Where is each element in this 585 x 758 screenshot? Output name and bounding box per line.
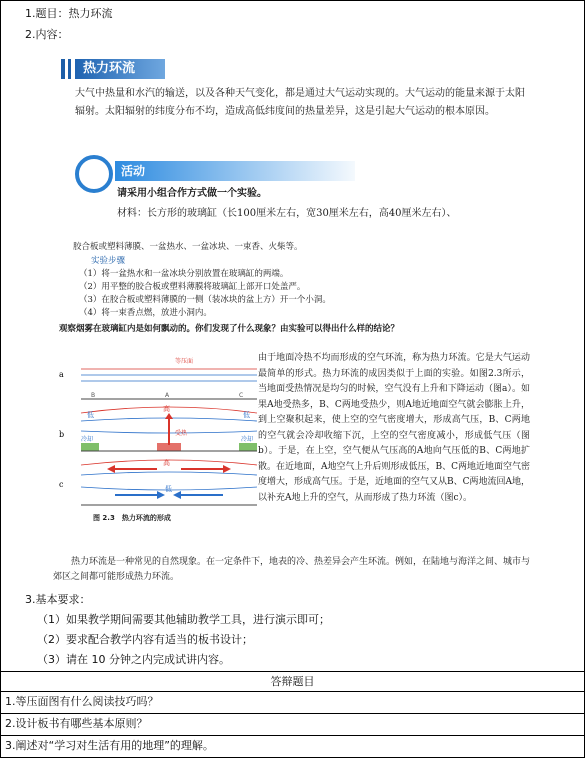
thermal-circulation-diagram <box>57 355 267 525</box>
activity-label: 活动 <box>115 161 355 181</box>
step-item: （1）将一盆热水和一盆冰块分别放置在玻璃缸的两端。 <box>79 269 289 279</box>
answer-section-title: 答辩题目 <box>270 675 315 688</box>
experiment-question: 观察烟雾在玻璃缸内是如何飘动的。你们发现了什么现象？由实验可以得出什么样的结论？ <box>59 324 400 334</box>
row-label-a: a <box>59 370 64 379</box>
heated-label: 受热 <box>175 430 188 437</box>
activity-cycle-icon <box>75 155 113 193</box>
point-c: C <box>239 392 244 399</box>
arrow-head-icon <box>223 465 231 473</box>
materials-line: 材料：长方形的玻璃缸（长100厘米左右，宽30厘米左右，高40厘米左右）、 <box>117 208 457 219</box>
intro-paragraph: 大气中热量和水汽的输送，以及各种天气变化，都是通过大气运动实现的。大气运动的能量来源于太阳辐射。太阳辐射的纬度分布不均，造成高低纬度间的热量差异，这是引起大气运动的根本原因。 <box>75 88 525 117</box>
arrow-head-icon <box>157 491 165 499</box>
point-a: A <box>165 392 170 399</box>
step-item: （2）用平整的胶合板或塑料薄膜将玻璃缸上部开口处盖严。 <box>79 282 306 292</box>
divider <box>1 713 584 714</box>
arrow-head-icon <box>107 465 115 473</box>
ground-warm <box>157 443 181 451</box>
divider <box>1 691 584 692</box>
section-title: 热力环流 <box>75 59 165 79</box>
topic-title: 1.题目：热力环流 <box>25 7 113 20</box>
ground-cold <box>81 443 99 451</box>
cold-label: 冷却 <box>81 436 94 443</box>
answer-question: 3.阐述对“学习对生活有用的地理”的理解。 <box>5 739 214 752</box>
closing-paragraph: 热力环流是一种常见的自然现象。在一定条件下，地表的冷、热差异会产生环流。例如，在陆地与海洋之间、城市与郊区之间都可能形成热力环流。 <box>53 557 531 582</box>
answer-question: 1.等压面图有什么阅读技巧吗？ <box>5 695 159 708</box>
diagram-svg <box>57 355 267 525</box>
step-item: （3）在胶合板或塑料薄膜的一侧（装冰块的盆上方）开一个小洞。 <box>79 295 331 305</box>
answer-question: 2.设计板书有哪些基本原则？ <box>5 717 148 730</box>
requirement-item: （3）请在 10 分钟之内完成试讲内容。 <box>37 653 230 666</box>
low-label: 低 <box>165 485 172 493</box>
steps-title: 实验步骤 <box>91 256 126 266</box>
heading-bar-icon <box>61 59 65 79</box>
isobar-label: 等压面 <box>175 358 194 365</box>
requirements-title: 3.基本要求： <box>25 593 91 606</box>
divider <box>1 671 584 672</box>
section-heading <box>61 59 161 79</box>
materials-continued: 胶合板或塑料薄膜、一盆热水、一盆冰块、一束香、火柴等。 <box>73 242 303 252</box>
high-label: 高 <box>163 405 170 413</box>
arrow-head-icon <box>173 491 181 499</box>
high-label: 高 <box>163 459 170 467</box>
row-label-c: c <box>59 480 64 489</box>
content-label: 2.内容： <box>25 28 69 41</box>
row-label-b: b <box>59 430 65 439</box>
step-item: （4）将一束香点燃，放进小洞内。 <box>79 308 212 318</box>
cold-label: 冷却 <box>241 436 254 443</box>
heading-bar-icon <box>68 59 71 79</box>
low-label: 低 <box>87 411 94 419</box>
explanation-paragraph: 由于地面冷热不均而形成的空气环流，称为热力环流。它是大气运动最简单的形式。热力环流的成因类似于上面的实验。如图2.3所示，当地面受热情况是均匀的时候，空气没有上升和下降运动（图a）。如果A地受热多，B、C两地受热少，则A地近地面空气就会膨胀上升，到上空聚积起来，使上空的空气密度增大，形成高气压，B、C两地的空气就会冷却收缩下沉，上空的空气密度减小，形成低气压（图b）。于是，在上空，空气便从气压高的A地向气压低的B、C两地扩散。在近地面，A地空气上升后则形成低压，B、C两地近地面空气密度增大，形成高气压。于是，近地面的空气又从B、C两地流回A地，以补充A地上升的空气，从而形成了热力环流（图c）。 <box>258 353 531 503</box>
isobar-line <box>81 472 257 475</box>
point-b: B <box>91 392 96 399</box>
requirement-item: （2）要求配合教学内容有适当的板书设计； <box>37 633 253 646</box>
figure-caption: 图 2.3 热力环流的形成 <box>93 514 171 522</box>
arrow-head-icon <box>165 413 173 419</box>
ground-cold <box>239 443 257 451</box>
activity-lead: 请采用小组合作方式做一个实验。 <box>117 188 267 199</box>
requirement-item: （1）如果教学期间需要其他辅助教学工具，进行演示即可； <box>37 613 330 626</box>
low-label: 低 <box>243 411 250 419</box>
textbook-excerpt <box>53 45 531 585</box>
divider <box>1 735 584 736</box>
